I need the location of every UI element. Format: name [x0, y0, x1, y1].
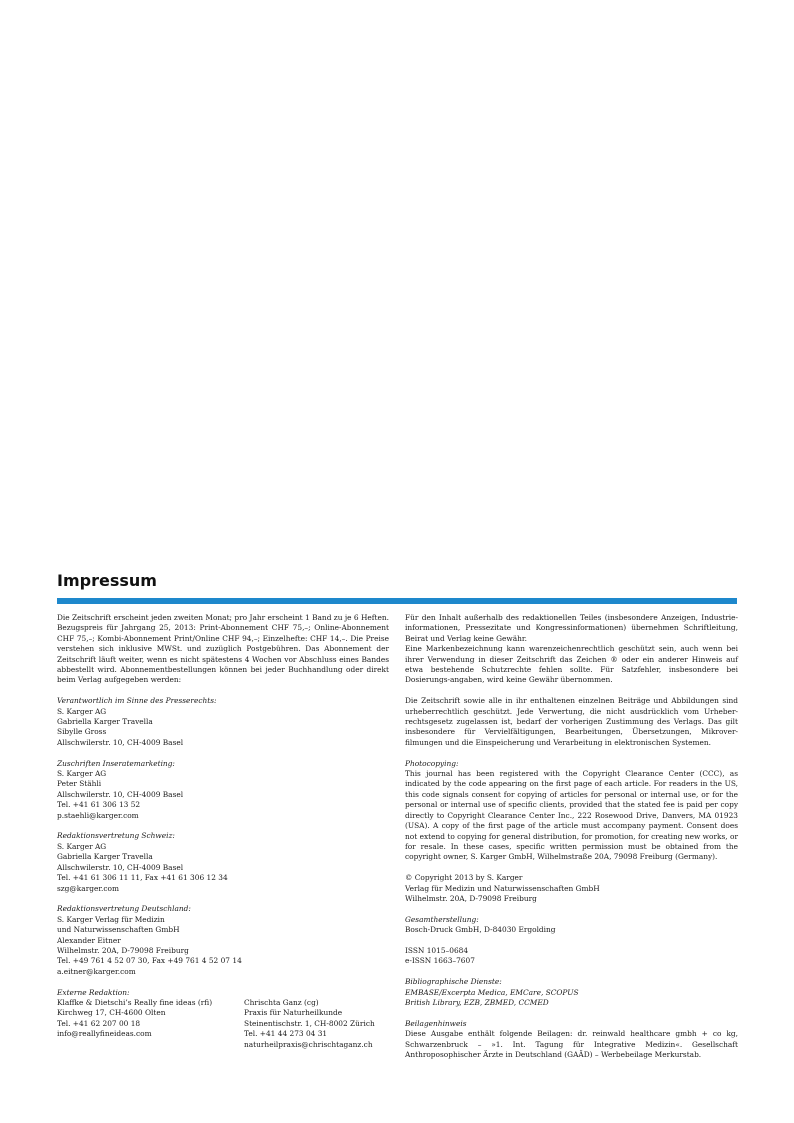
- section-heading: Verantwortlich im Sinne des Presserechts:: [57, 696, 217, 706]
- biblio-line: EMBASE/Excerpta Medica, EMCare, SCOPUS: [405, 987, 579, 997]
- address-line: Peter Stähli: [57, 779, 102, 789]
- address-line: Wilhelmstr. 20A, D-79098 Freiburg: [57, 945, 189, 955]
- address-line: S. Karger AG: [57, 706, 107, 716]
- switzerland-section: [57, 831, 389, 893]
- address-line: Allschwilerstr. 10, CH-4009 Basel: [57, 737, 184, 747]
- address-line: Steinentischstr. 1, CH-8002 Zürich: [244, 1018, 375, 1028]
- phone-line: Tel. +41 62 207 00 18: [57, 1018, 141, 1028]
- inserts-text: Diese Ausgabe enthält folgende Beilagen: dr. reinwald healthcare gmbh + co kg, Schwarzenbruck – »1. Int. Tagung für Integrative Medizin«. Gesellschaft Anthroposophischer Ärzte in Deutschland (GAÄD) – Werbebeilage Merkurstab.: [405, 1029, 738, 1059]
- issn-line: ISSN 1015–0684: [405, 945, 469, 955]
- section-heading: Redaktionsvertretung Deutschland:: [57, 904, 191, 914]
- address-line: Bosch-Druck GmbH, D-84030 Ergolding: [405, 925, 556, 935]
- inserts-section: [405, 1019, 738, 1061]
- title-accent-bar: [57, 598, 737, 604]
- left-column: [57, 613, 389, 1060]
- address-line: und Naturwissenschaften GmbH: [57, 925, 180, 935]
- address-line: Kirchweg 17, CH-4600 Olten: [57, 1008, 166, 1018]
- issn-section: [405, 946, 738, 967]
- copyright-owner-section: [405, 873, 738, 904]
- editor-rfi: [57, 998, 244, 1050]
- disclaimer-section: [405, 613, 738, 686]
- germany-section: [57, 904, 389, 977]
- section-heading: Gesamtherstellung:: [405, 914, 479, 924]
- section-heading: Redaktionsvertretung Schweiz:: [57, 831, 175, 841]
- address-line: Alexander Eitner: [57, 935, 121, 945]
- eissn-line: e-ISSN 1663–7607: [405, 956, 475, 966]
- section-heading: Externe Redaktion:: [57, 987, 130, 997]
- address-line: Sibylle Gross: [57, 727, 107, 737]
- email-link[interactable]: naturheilpraxis@chrischtaganz.ch: [244, 1039, 373, 1049]
- copyright-paragraph: Die Zeitschrift sowie alle in ihr enthaltenen einzelnen Beiträge und Abbildungen sind urheberrechtlich geschützt. Jede Verwertung, die nicht ausdrücklich vom Urheber-rechtsgesetz zugelassen ist, bedarf der vorherigen Zustimmung des Verlags. Das gilt insbesondere für Vervielfältigungen, Bearbeitungen, Übersetzungen, Mikrover-filmungen und die Einspeicherung und Verarbeitung in elektronischen Systemen.: [405, 696, 738, 747]
- photocopying-section: [405, 759, 738, 863]
- address-line: Gabriella Karger Travella: [57, 852, 153, 862]
- phone-line: Tel. +41 61 306 11 11, Fax +41 61 306 12 34: [57, 873, 228, 883]
- phone-line: Tel. +41 61 306 13 52: [57, 800, 141, 810]
- address-line: Klaffke & Dietschi’s Really fine ideas (rfi): [57, 997, 213, 1007]
- address-line: Chrischta Ganz (cg): [244, 997, 319, 1007]
- email-link[interactable]: info@reallyfineideas.com: [57, 1029, 152, 1039]
- address-line: S. Karger AG: [57, 769, 107, 779]
- biblio-line: British Library, EZB, ZBMED, CCMED: [405, 997, 549, 1007]
- production-section: [405, 915, 738, 936]
- responsible-section: [57, 696, 389, 748]
- subscription-info: Die Zeitschrift erscheint jeden zweiten Monat; pro Jahr erscheint 1 Band zu je 6 Heften. Bezugspreis für Jahrgang 25, 2013: Print-Abonnement CHF 75,–; Online-Abonnement CHF 75,–; Kombi-Abonnement Print/Online CHF 94,–; Einzelhefte: CHF 14,–. Die Preise verstehen sich inklusive MWSt. und zuzüglich Postgebühren. Das Abonnement der Zeitschrift läuft weiter, wenn es nicht spätestens 4 Wochen vor Abschluss eines Bandes abbestellt wird. Abonnementbestellungen können bei jeder Buchhandlung oder direkt beim Verlag aufgegeben werden:: [57, 613, 389, 685]
- phone-line: Tel. +49 761 4 52 07 30, Fax +49 761 4 52 07 14: [57, 956, 242, 966]
- right-column: [405, 613, 738, 1071]
- section-heading: Photocopying:: [405, 758, 459, 768]
- external-editors-section: [57, 988, 389, 1050]
- address-line: Allschwilerstr. 10, CH-4009 Basel: [57, 862, 184, 872]
- address-line: Gabriella Karger Travella: [57, 717, 153, 727]
- address-line: Praxis für Naturheilkunde: [244, 1008, 343, 1018]
- phone-line: Tel. +41 44 273 04 31: [244, 1029, 328, 1039]
- disclaimer-paragraph: Für den Inhalt außerhalb des redaktionellen Teiles (insbesondere Anzeigen, Industrie-informationen, Pressezitate und Kongressinformationen) übernehmen Schriftleitung, Beirat und Verlag keine Gewähr.: [405, 613, 738, 643]
- copyright-line: © Copyright 2013 by S. Karger: [405, 873, 523, 883]
- page-title: Impressum: [57, 571, 157, 590]
- photocopying-text: This journal has been registered with the Copyright Clearance Center (CCC), as indicated by the code appearing on the first page of each article. For readers in the US, this code signals consent for copying of articles for personal or internal use, or for the personal or internal use of specific clients, provided that the stated fee is paid per copy directly to Copyright Clearance Center Inc., 222 Rosewood Drive, Danvers, MA 01923 (USA). A copy of the first page of the article must accompany payment. Consent does not extend to copying for general distribution, for promotion, for creating new works, or for resale. In these cases, specific written permission must be obtained from the copyright owner, S. Karger GmbH, Wilhelmstraße 20A, 79098 Freiburg (Germany).: [405, 769, 738, 862]
- address-line: Allschwilerstr. 10, CH-4009 Basel: [57, 789, 184, 799]
- section-heading: Beilagenhinweis: [405, 1018, 467, 1028]
- email-link[interactable]: p.staehli@karger.com: [57, 810, 139, 820]
- address-line: S. Karger AG: [57, 841, 107, 851]
- address-line: S. Karger Verlag für Medizin: [57, 914, 165, 924]
- bibliographic-section: [405, 977, 738, 1008]
- address-line: Verlag für Medizin und Naturwissenschaften GmbH: [405, 883, 600, 893]
- email-link[interactable]: a.eitner@karger.com: [57, 966, 136, 976]
- ads-section: [57, 759, 389, 821]
- trademark-paragraph: Eine Markenbezeichnung kann warenzeichenrechtlich geschützt sein, auch wenn bei ihrer Verwendung in dieser Zeitschrift das Zeichen ® oder ein anderer Hinweis auf etwa bestehende Schutzrechte fehlen sollte. Für Satzfehler, insbesondere bei Dosierungs-angaben, wird keine Gewähr übernommen.: [405, 644, 738, 685]
- address-line: Wilhelmstr. 20A, D-79098 Freiburg: [405, 893, 537, 903]
- editor-ganz: [244, 998, 389, 1050]
- email-link[interactable]: szg@karger.com: [57, 883, 119, 893]
- section-heading: Bibliographische Dienste:: [405, 977, 502, 987]
- section-heading: Zuschriften Inseratemarketing:: [57, 758, 175, 768]
